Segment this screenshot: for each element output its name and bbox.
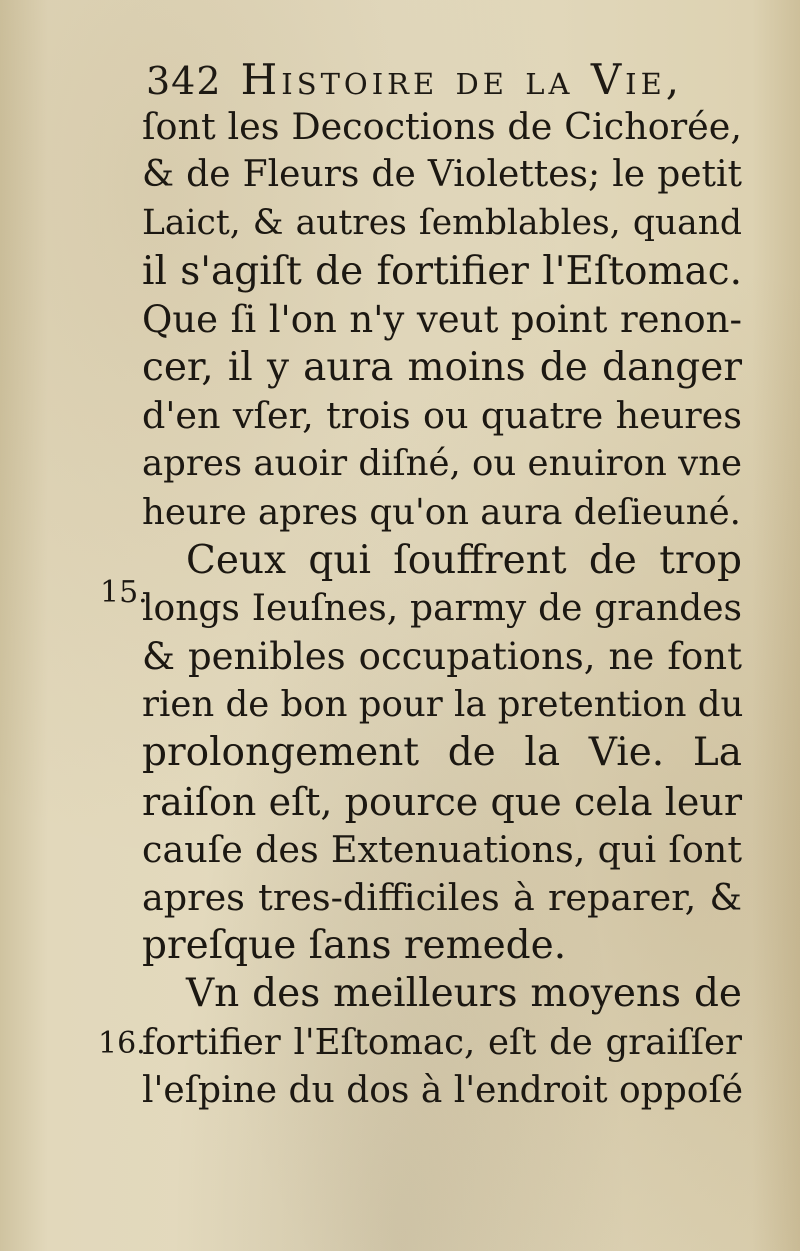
section-number-15: 15.: [100, 575, 148, 610]
text-line: preſque ſans remede.: [142, 923, 567, 969]
text-line: Que ſi l'on n'y veut point renon-: [142, 297, 742, 341]
text-line: il s'agiſt de fortifier l'Eſtomac.: [142, 248, 742, 294]
text-line: Laict, & autres ſemblables, quand: [142, 203, 742, 244]
text-line: raiſon eſt, pource que cela leur: [142, 779, 742, 824]
text-line: rien de bon pour la pretention du: [142, 684, 744, 726]
running-title: Histoire de la Vie,: [240, 55, 684, 104]
text-line: fortifier l'Eſtomac, eſt de graiſſer: [142, 1021, 742, 1063]
text-line: d'en vſer, trois ou quatre heures: [142, 394, 742, 438]
text-line: & de Fleurs de Violettes; le petit: [142, 154, 742, 196]
text-line: cauſe des Extenuations, qui ſont: [142, 827, 742, 871]
text-line: Ceux qui ſouffrent de trop: [186, 537, 742, 583]
text-line: l'eſpine du dos à l'endroit oppoſé: [142, 1069, 744, 1111]
text-line: Vn des meilleurs moyens de: [186, 971, 742, 1017]
text-line: apres tres-difficiles à reparer, &: [142, 876, 742, 919]
text-line: apres auoir diſné, ou enuiron vne: [142, 443, 743, 485]
text-line: cer, il y aura moins de danger: [142, 344, 742, 390]
text-line: prolongement de la Vie. La: [142, 730, 742, 776]
section-number-16: 16.: [98, 1026, 146, 1061]
text-line: longs Ieuſnes, parmy de grandes: [142, 587, 742, 629]
text-line: ſont les Decoctions de Cichorée,: [142, 105, 742, 148]
text-line: & penibles occupations, ne font: [142, 635, 742, 679]
body-text: [142, 103, 742, 1115]
page-number: 342: [146, 59, 222, 103]
text-line: heure apres qu'on aura deſieuné.: [142, 491, 741, 533]
